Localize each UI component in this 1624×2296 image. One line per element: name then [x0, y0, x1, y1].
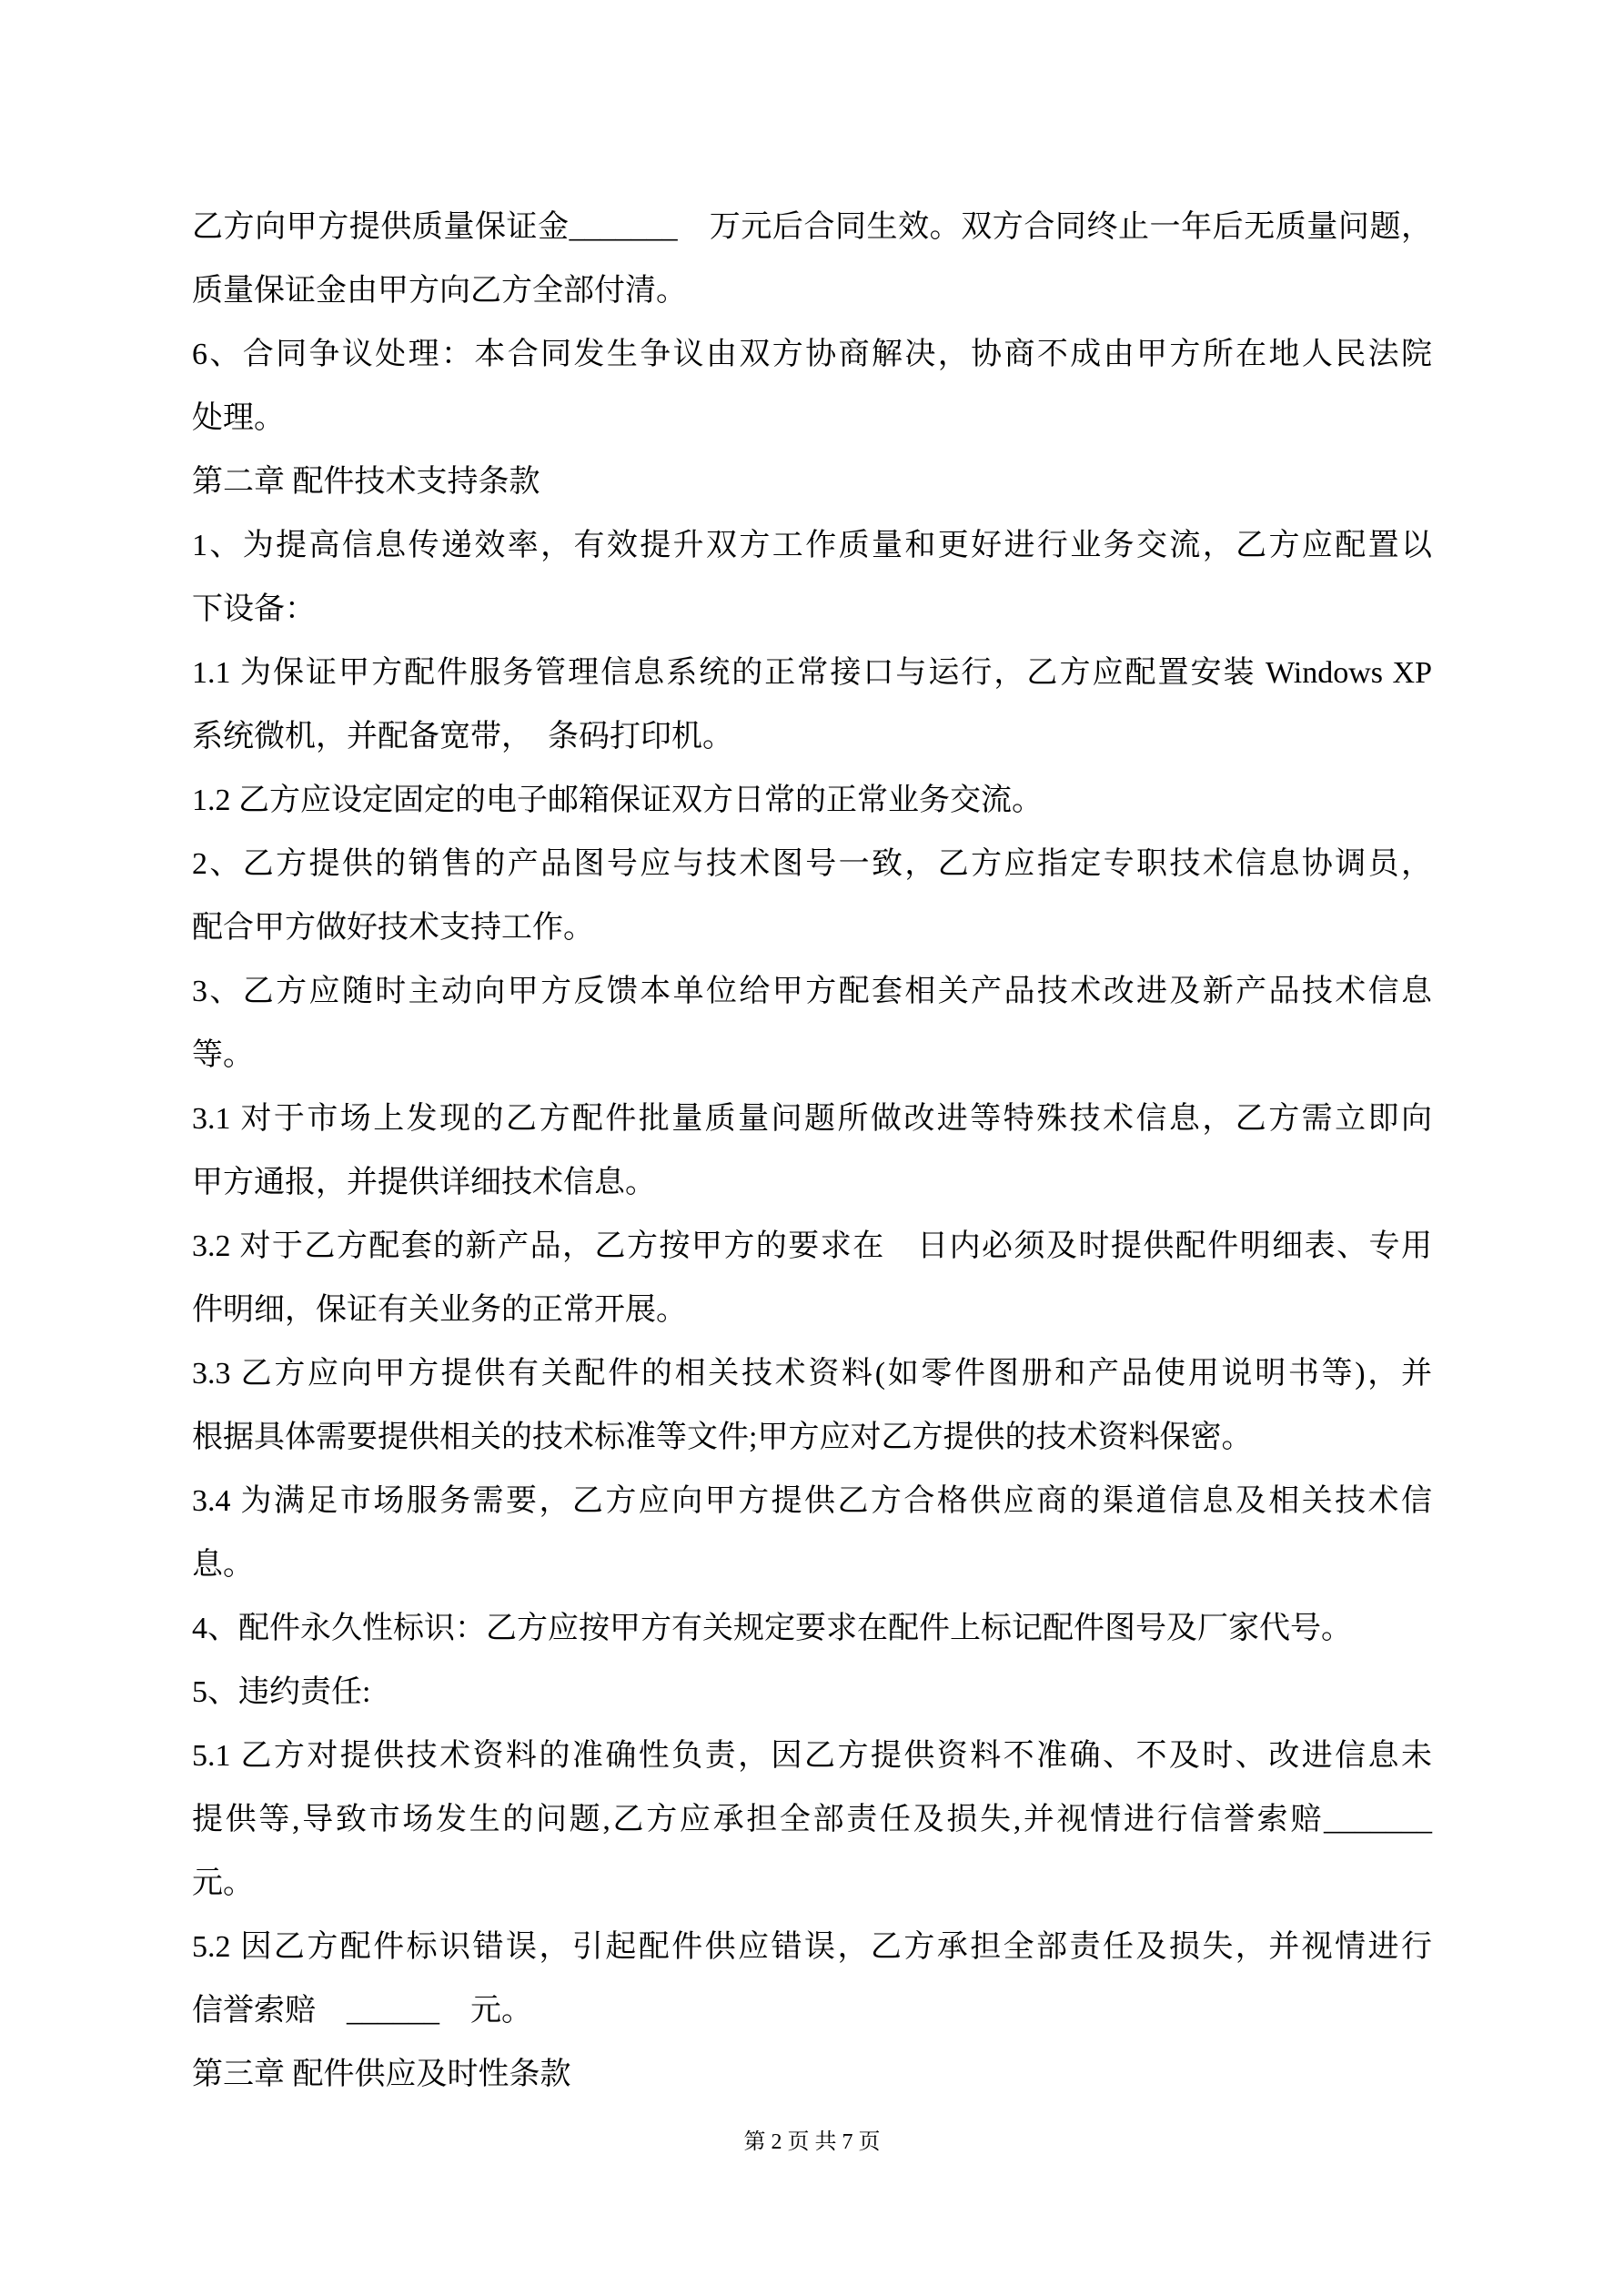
text-line: 3.2 对于乙方配套的新产品，乙方按甲方的要求在 日内必须及时提供配件明细表、专用: [192, 1229, 1432, 1263]
text-line: 5.1 乙方对提供技术资料的准确性负责，因乙方提供资料不准确、不及时、改进信息未: [192, 1739, 1432, 1773]
text-line: 3.3 乙方应向甲方提供有关配件的相关技术资料(如零件图册和产品使用说明书等)，并: [192, 1357, 1432, 1391]
text-line: 件明细，保证有关业务的正常开展。: [192, 1293, 687, 1327]
text-line: 5.2 因乙方配件标识错误，引起配件供应错误，乙方承担全部责任及损失，并视情进行: [192, 1930, 1432, 1964]
text-line: 1.2 乙方应设定固定的电子邮箱保证双方日常的正常业务交流。: [192, 784, 1043, 817]
text-line: 3.1 对于市场上发现的乙方配件批量质量问题所做改进等特殊技术信息，乙方需立即向: [192, 1102, 1432, 1136]
document-body: [192, 196, 1432, 2107]
text-line: 4、配件永久性标识：乙方应按甲方有关规定要求在配件上标记配件图号及厂家代号。: [192, 1612, 1352, 1645]
chapter-heading: 第三章 配件供应及时性条款: [192, 2058, 571, 2091]
text-line: 质量保证金由甲方向乙方全部付清。: [192, 274, 687, 308]
text-line: 6、合同争议处理：本合同发生争议由双方协商解决，协商不成由甲方所在地人民法院: [192, 338, 1432, 371]
text-line: 2、乙方提供的销售的产品图号应与技术图号一致，乙方应指定专职技术信息协调员，: [192, 847, 1432, 881]
text-line: 乙方向甲方提供质量保证金_______ 万元后合同生效。双方合同终止一年后无质量问题，: [192, 210, 1432, 244]
text-line: 根据具体需要提供相关的技术标准等文件;甲方应对乙方提供的技术资料保密。: [192, 1421, 1253, 1454]
text-line: 提供等,导致市场发生的问题,乙方应承担全部责任及损失,并视情进行信誉索赔_______: [192, 1803, 1432, 1836]
text-line: 3.4 为满足市场服务需要，乙方应向甲方提供乙方合格供应商的渠道信息及相关技术信: [192, 1484, 1432, 1518]
page-number-text: 第 2 页 共 7 页: [743, 2130, 881, 2154]
text-line: 5、违约责任:: [192, 1675, 371, 1709]
text-line: 甲方通报，并提供详细技术信息。: [192, 1166, 656, 1199]
text-line: 下设备：: [192, 592, 316, 626]
chapter-heading: 第二章 配件技术支持条款: [192, 465, 540, 499]
text-line: 处理。: [192, 401, 285, 435]
text-line: 3、乙方应随时主动向甲方反馈本单位给甲方配套相关产品技术改进及新产品技术信息: [192, 975, 1432, 1008]
text-line: 元。: [192, 1866, 254, 1900]
page-number-footer: [0, 2127, 1624, 2158]
text-line: 1、为提高信息传递效率，有效提升双方工作质量和更好进行业务交流，乙方应配置以: [192, 529, 1432, 562]
text-line: 1.1 为保证甲方配件服务管理信息系统的正常接口与运行，乙方应配置安装 Windows XP: [192, 656, 1432, 690]
text-line: 系统微机，并配备宽带， 条码打印机。: [192, 720, 733, 754]
text-line: 等。: [192, 1038, 254, 1072]
text-line: 配合甲方做好技术支持工作。: [192, 911, 594, 945]
text-line: 信誉索赔 ______ 元。: [192, 1994, 532, 2028]
text-line: 息。: [192, 1548, 254, 1582]
